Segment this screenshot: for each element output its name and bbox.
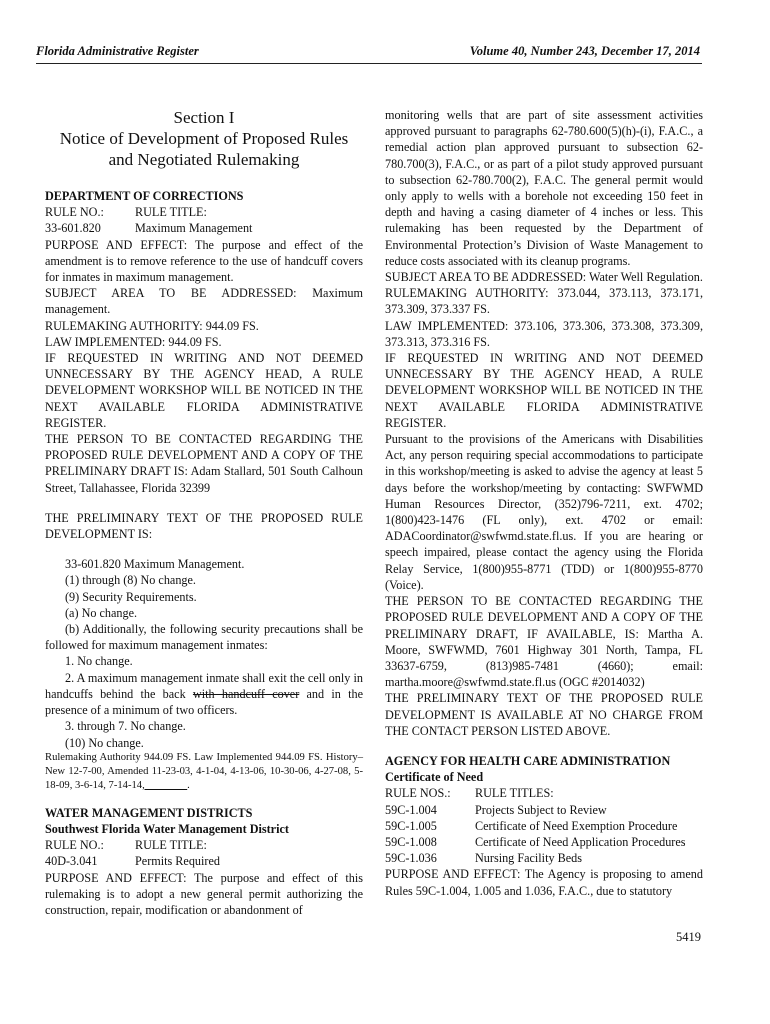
rule-text-line: (a) No change. xyxy=(65,605,138,620)
contact-paragraph: THE PERSON TO BE CONTACTED REGARDING THE PROPOSED RULE DEVELOPMENT AND A COPY OF THE PRELIMINARY DRAFT, IF AVAILABLE, IS: Martha A. Moore, SWFWMD, 7601 Highway 301 North, Tampa, FL 33637-6759, (813)985-7481 (4660); email: martha.moore@swfwmd.state.fl.us (OGC #2014032) xyxy=(385,594,703,690)
ahca-heading: AGENCY FOR HEALTH CARE ADMINISTRATION xyxy=(385,753,671,768)
continued-paragraph: monitoring wells that are part of site assessment activities approved pursuant to paragraphs 62-780.600(5)(h)-(i), F.A.C., a remedial action plan approved pursuant to subsection 62-780.700(3), F.A.C., or as part of a pilot study approved pursuant to subsection 62-780.700(2), F.A.C. The general permit would only apply to wells with a borehole not exceeding 150 feet in depth and having a casing diameter of 4 inches or less. This rulemaking has been requested by the Department of Environmental Protection’s Division of Waste Management to reduce costs associated with its cleanup programs. xyxy=(385,108,703,268)
history-text: Rulemaking Authority 944.09 FS. Law Implemented 944.09 FS. History–New 12-7-00, Amended 11-23-03, 4-1-04, 4-13-06, 10-30-06, 4-27-08, 5-18-09, 3-6-14, 7-14-14 xyxy=(45,751,363,791)
history-blank: ,________ xyxy=(142,779,188,791)
if-requested-paragraph: IF REQUESTED IN WRITING AND NOT DEEMED UNNECESSARY BY THE AGENCY HEAD, A RULE DEVELOPMENT WORKSHOP WILL BE NOTICED IN THE NEXT AVAILABLE FLORIDA ADMINISTRATIVE REGISTER. xyxy=(45,351,363,430)
left-column xyxy=(45,107,363,918)
rule-number: 59C-1.004 xyxy=(385,802,437,817)
header-divider xyxy=(36,63,702,64)
subject-paragraph: SUBJECT AREA TO BE ADDRESSED: Maximum management. xyxy=(45,286,363,317)
law-paragraph: LAW IMPLEMENTED: 373.106, 373.306, 373.308, 373.309, 373.313, 373.316 FS. xyxy=(385,318,703,349)
purpose-paragraph: PURPOSE AND EFFECT: The purpose and effect of the amendment is to remove reference to the use of handcuff covers for inmates in maximum management. xyxy=(45,237,363,285)
rule-text-part: 2. A maximum management inmate shall exit the cell only in handcuffs behind the back xyxy=(45,670,363,701)
rule-text-part: and in the presence of a minimum of two officers. xyxy=(45,686,363,718)
if-requested-paragraph: IF REQUESTED IN WRITING AND NOT DEEMED UNNECESSARY BY THE AGENCY HEAD, A RULE DEVELOPMENT WORKSHOP WILL BE NOTICED IN THE NEXT AVAILABLE FLORIDA ADMINISTRATIVE REGISTER. xyxy=(385,351,703,430)
rule-text-line: (10) No change. xyxy=(65,735,144,750)
section-subtitle-1: Notice of Development of Proposed Rules xyxy=(59,129,349,148)
rule-text-line: 33-601.820 Maximum Management. xyxy=(65,557,245,572)
history-note xyxy=(45,751,363,793)
ada-paragraph: Pursuant to the provisions of the Americans with Disabilities Act, any person requiring special accommodations to participate in this workshop/meeting is asked to advise the agency at least 5 days before the workshop/meeting by contacting: SWFWMD Human Resources Director, (352)796-7211, ext. 4702; 1(800)423-1476 (FL only), ext. 4702 or email: ADACoordinator@swfwmd.state.fl.us. If you are hearing or speech impaired, please contact the agency using the Florida Relay Service, 1(800)955-8771 (TDD) or 1(800)955-8770 (Voice). xyxy=(385,432,703,592)
rule2-no-label: RULE NO.: xyxy=(45,838,104,853)
rule-value-row xyxy=(45,220,363,236)
rule2-value-row xyxy=(45,853,363,869)
running-header-left: Florida Administrative Register xyxy=(36,44,199,58)
preliminary-text-heading: THE PRELIMINARY TEXT OF THE PROPOSED RULE DEVELOPMENT IS: xyxy=(45,510,363,542)
rule-title: Nursing Facility Beds xyxy=(475,851,582,866)
contact-paragraph: THE PERSON TO BE CONTACTED REGARDING THE PROPOSED RULE DEVELOPMENT AND A COPY OF THE PRELIMINARY DRAFT IS: Adam Stallard, 501 South Calhoun Street, Tallahassee, Florida 32399 xyxy=(45,432,363,495)
rule-no: 33-601.820 xyxy=(45,221,101,236)
rules-no-label: RULE NOS.: xyxy=(385,786,451,801)
rule-text-line: (9) Security Requirements. xyxy=(65,589,197,604)
con-heading: Certificate of Need xyxy=(385,770,484,785)
wmd-heading: WATER MANAGEMENT DISTRICTS xyxy=(45,805,253,820)
law-paragraph: LAW IMPLEMENTED: 944.09 FS. xyxy=(45,334,222,349)
rule-text-line: (1) through (8) No change. xyxy=(65,573,196,588)
authority-paragraph: RULEMAKING AUTHORITY: 373.044, 373.113, 373.171, 373.309, 373.337 FS. xyxy=(385,286,703,317)
struck-text: with handcuff cover xyxy=(192,686,300,701)
rule-number: 59C-1.005 xyxy=(385,818,437,833)
section-title: Section I xyxy=(173,108,235,127)
rule-list-item xyxy=(385,802,703,818)
department-heading: DEPARTMENT OF CORRECTIONS xyxy=(45,189,244,203)
rule-text-line: 3. through 7. No change. xyxy=(65,719,186,734)
rule-title: Certificate of Need Application Procedures xyxy=(475,834,686,849)
rule2-no: 40D-3.041 xyxy=(45,854,98,869)
section-subtitle-2: and Negotiated Rulemaking xyxy=(108,150,300,169)
rule-text-line: 1. No change. xyxy=(65,654,133,669)
authority-paragraph: RULEMAKING AUTHORITY: 944.09 FS. xyxy=(45,318,259,333)
rule-title: Maximum Management xyxy=(135,221,253,236)
rules-title-label: RULE TITLES: xyxy=(475,786,554,801)
rule-list-item xyxy=(385,818,703,834)
rules-label-row xyxy=(385,785,703,801)
rule-number: 59C-1.008 xyxy=(385,834,437,849)
district-heading: Southwest Florida Water Management District xyxy=(45,821,289,836)
rule2-title-label: RULE TITLE: xyxy=(135,838,207,853)
rule-list-item xyxy=(385,850,703,866)
preliminary-text-paragraph: THE PRELIMINARY TEXT OF THE PROPOSED RULE DEVELOPMENT IS AVAILABLE AT NO CHARGE FROM THE CONTACT PERSON LISTED ABOVE. xyxy=(385,691,703,738)
rule-number: 59C-1.036 xyxy=(385,851,437,866)
right-column xyxy=(385,107,703,899)
subject-paragraph: SUBJECT AREA TO BE ADDRESSED: Water Well Regulation. xyxy=(385,270,703,285)
rule-text-amended-line xyxy=(45,670,363,719)
rule-text-line: (b) Additionally, the following security precautions shall be followed for maximum management inmates: xyxy=(45,622,363,653)
rule-list-item xyxy=(385,834,703,850)
purpose2-paragraph: PURPOSE AND EFFECT: The purpose and effect of this rulemaking is to adopt a new general permit authorizing the construction, repair, modification or abandonment of xyxy=(45,870,363,917)
page-number: 5419 xyxy=(676,930,701,944)
purpose-paragraph: PURPOSE AND EFFECT: The Agency is proposing to amend Rules 59C-1.004, 1.005 and 1.036, F.A.C., due to statutory xyxy=(385,867,703,898)
rule2-title: Permits Required xyxy=(135,854,220,869)
rule-title-label: RULE TITLE: xyxy=(135,205,207,220)
history-end: . xyxy=(187,779,190,791)
rule-title: Projects Subject to Review xyxy=(475,802,607,817)
section-heading xyxy=(45,107,363,170)
rule-no-label: RULE NO.: xyxy=(45,205,104,220)
running-header-right: Volume 40, Number 243, December 17, 2014 xyxy=(469,44,700,58)
rule2-label-row xyxy=(45,837,363,853)
rule-title: Certificate of Need Exemption Procedure xyxy=(475,818,678,833)
rule-label-row xyxy=(45,204,363,220)
